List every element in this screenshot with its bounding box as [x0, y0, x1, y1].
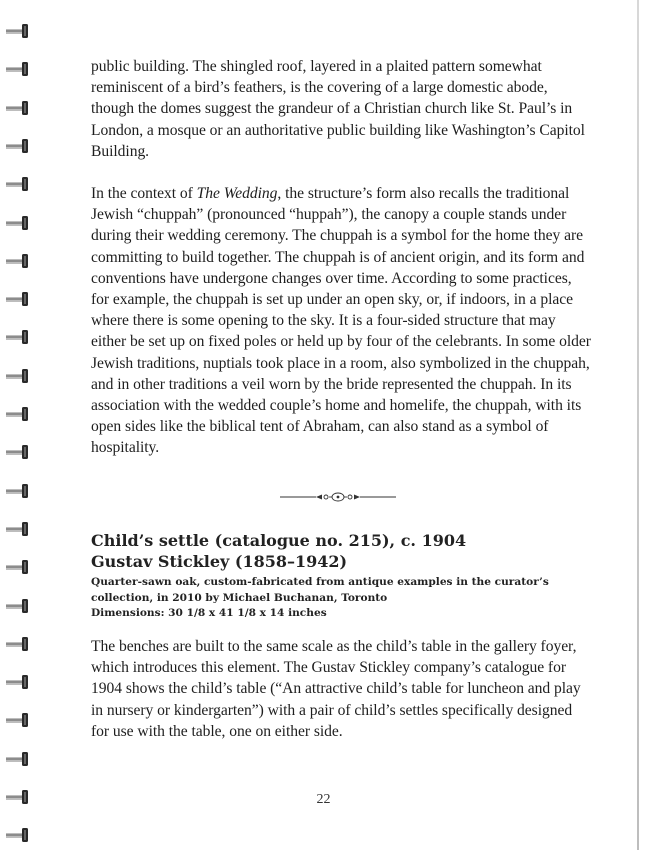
- binding-ring-icon: [6, 443, 32, 461]
- paragraph-2-start: In the context of: [91, 185, 197, 203]
- binding-ring-icon: [6, 99, 32, 117]
- paragraph-1: public building. The shingled roof, layered in a plaited pattern somewhat reminiscent of a bird’s feathers, is the covering of a large domestic abode, though the domes suggest the grandeur of a Christian church like St. Paul’s in London, a mosque or an authoritative public building like Washington’s Capitol Building.: [91, 58, 585, 160]
- binding-ring-icon: [6, 673, 32, 691]
- entry-heading: [91, 530, 611, 572]
- binding-ring-icon: [6, 405, 32, 423]
- paragraph-2: [91, 183, 591, 459]
- binding-ring-icon: [6, 558, 32, 576]
- paragraph-2-rest: , the structure’s form also recalls the traditional Jewish “chuppah” (pronounced “huppah”), the canopy a couple stands under during their wedding ceremony. The chuppah is a symbol for the home they are committing to build together. The chuppah is of ancient origin, and its form and conventions have undergone changes over time. According to some practices, for example, the chuppah is set up under an open sky, or, if indoors, in a place where there is some opening to the sky. It is a four-sided structure that may either be set up on fixed poles or held up by four of the celebrants. In some older Jewish traditions, nuptials took place in a room, also symbolized in the chuppah, and in other traditions a veil worn by the bride represented the chuppah. In its association with the wedded couple’s home and homelife, the chuppah, with its open sides like the biblical tent of Abraham, can also stand as a symbol of hospitality.: [91, 185, 591, 457]
- binding-ring-icon: [6, 60, 32, 78]
- entry-details: [91, 575, 611, 622]
- binding-ring-icon: [6, 328, 32, 346]
- binding-ring-icon: [6, 367, 32, 385]
- entry-maker: Gustav Stickley (1858–1942): [91, 552, 348, 571]
- page-edge: [637, 0, 639, 850]
- artwork-title: The Wedding: [196, 185, 278, 203]
- entry-description: The benches are built to the same scale as the child’s table in the gallery foyer, which introduces this element. The Gustav Stickley company’s catalogue for 1904 shows the child’s table (“An attractive child’s table for luncheon and play in nursery or kindergarten”) with a pair of child’s settles specifically designed for use with the table, one on either side.: [91, 638, 581, 740]
- binding-ring-icon: [6, 22, 32, 40]
- binding-ring-icon: [6, 635, 32, 653]
- binding-ring-icon: [6, 711, 32, 729]
- entry-description-block: [91, 636, 591, 742]
- entry-dimensions: Dimensions: 30 1/8 x 41 1/8 x 14 inches: [91, 607, 327, 619]
- spiral-binding: [0, 0, 40, 850]
- entry-material: Quarter-sawn oak, custom-fabricated from antique examples in the curator’s collection, in 2010 by Michael Buchanan, Toronto: [91, 576, 549, 604]
- ornament-divider-icon: [280, 490, 396, 504]
- binding-ring-icon: [6, 482, 32, 500]
- binding-ring-icon: [6, 520, 32, 538]
- binding-ring-icon: [6, 597, 32, 615]
- binding-ring-icon: [6, 137, 32, 155]
- binding-ring-icon: [6, 252, 32, 270]
- binding-ring-icon: [6, 290, 32, 308]
- binding-ring-icon: [6, 214, 32, 232]
- page-number: 22: [316, 792, 331, 807]
- binding-ring-icon: [6, 175, 32, 193]
- binding-ring-icon: [6, 826, 32, 844]
- entry-title: Child’s settle (catalogue no. 215), c. 1904: [91, 531, 467, 550]
- main-text: [91, 56, 591, 459]
- binding-ring-icon: [6, 750, 32, 768]
